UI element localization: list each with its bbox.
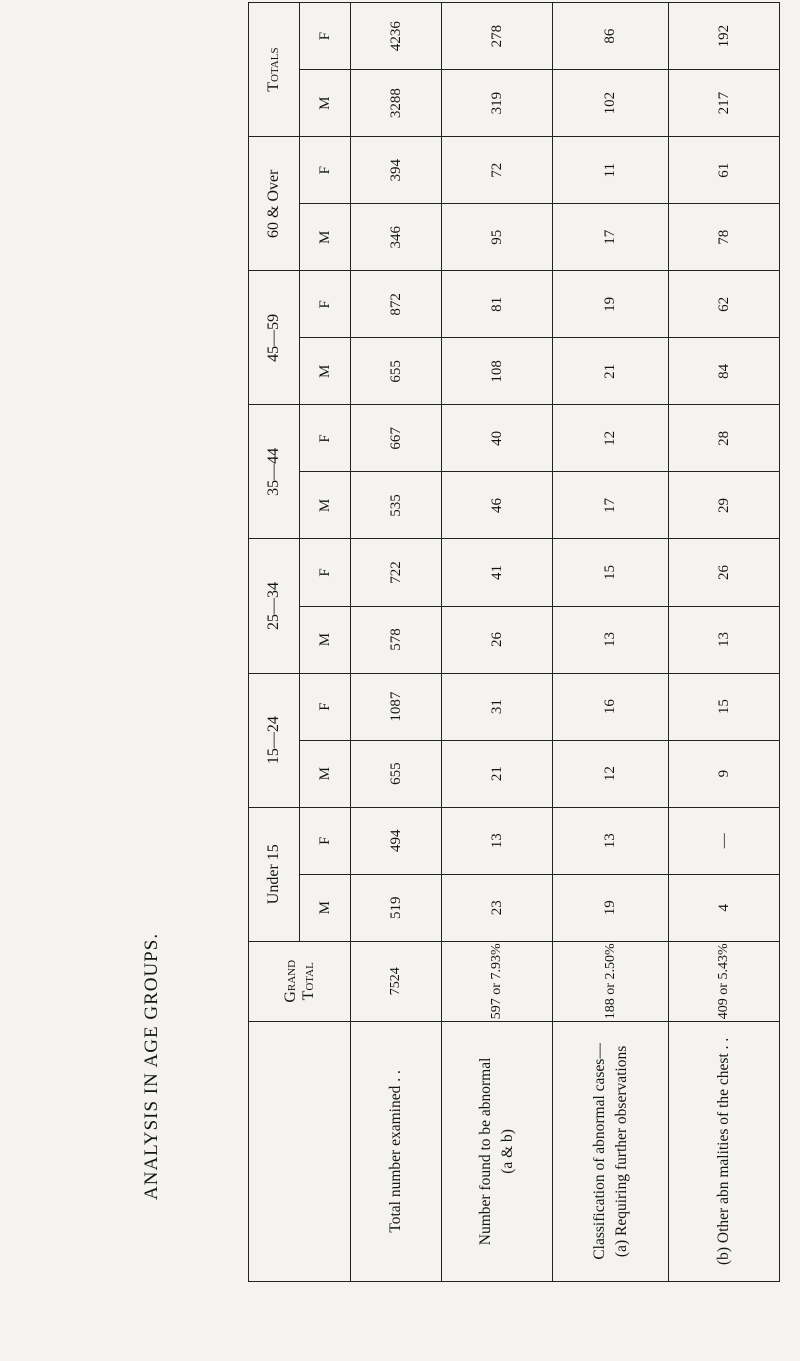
table-cell: 13	[442, 807, 553, 874]
table-row	[351, 3, 442, 1282]
table-cell: 217	[669, 70, 780, 137]
age-group-header: 15—24	[249, 673, 300, 807]
sex-header-m: M	[300, 606, 351, 673]
table-cell: 12	[553, 740, 669, 807]
table-cell: 15	[669, 673, 780, 740]
table-row	[442, 3, 553, 1282]
sex-header-f: F	[300, 673, 351, 740]
table-cell: 578	[351, 606, 442, 673]
row-label	[442, 1021, 553, 1281]
age-group-header: 60 & Over	[249, 137, 300, 271]
table-row	[669, 3, 780, 1282]
age-group-header: 35—44	[249, 405, 300, 539]
table-cell: 31	[442, 673, 553, 740]
table-cell: 41	[442, 539, 553, 606]
table-cell: 192	[669, 3, 780, 70]
row-label-header	[249, 1021, 351, 1281]
table-cell: 11	[553, 137, 669, 204]
table-cell: 655	[351, 338, 442, 405]
grand-total-header: Grand Total	[249, 941, 351, 1021]
table-cell: 40	[442, 405, 553, 472]
sex-header-m: M	[300, 338, 351, 405]
table-cell: 26	[669, 539, 780, 606]
sex-header-m: M	[300, 70, 351, 137]
table-cell: 394	[351, 137, 442, 204]
table-cell: 722	[351, 539, 442, 606]
table-cell: 72	[442, 137, 553, 204]
table-cell: 13	[669, 606, 780, 673]
row-label-main: Number found to be abnormal	[477, 1057, 494, 1246]
age-group-header: Under 15	[249, 807, 300, 941]
table-cell: 26	[442, 606, 553, 673]
table-cell: 102	[553, 70, 669, 137]
table-cell: 319	[442, 70, 553, 137]
grand-total-cell: 188 or 2.50%	[553, 941, 669, 1021]
table-cell: 17	[553, 472, 669, 539]
age-group-header: Totals	[249, 3, 300, 137]
table-cell: 3288	[351, 70, 442, 137]
table-cell: 61	[669, 137, 780, 204]
sex-header-m: M	[300, 204, 351, 271]
age-group-header: 45—59	[249, 271, 300, 405]
table-cell: 21	[553, 338, 669, 405]
row-label	[669, 1021, 780, 1281]
sex-header-f: F	[300, 271, 351, 338]
table-row	[553, 3, 669, 1282]
age-group-header: 25—34	[249, 539, 300, 673]
table-cell: 95	[442, 204, 553, 271]
row-label	[553, 1021, 669, 1281]
table-cell: 1087	[351, 673, 442, 740]
table-cell: 9	[669, 740, 780, 807]
table-cell: 108	[442, 338, 553, 405]
table-cell: 19	[553, 271, 669, 338]
sex-header-m: M	[300, 740, 351, 807]
table-cell: 4236	[351, 3, 442, 70]
row-label	[351, 1021, 442, 1281]
table-cell: 4	[669, 874, 780, 941]
sex-header-f: F	[300, 3, 351, 70]
grand-total-cell: 7524	[351, 941, 442, 1021]
table-cell: 19	[553, 874, 669, 941]
table-cell: 13	[553, 606, 669, 673]
table-cell: 278	[442, 3, 553, 70]
row-label-dots: . .	[387, 1070, 404, 1082]
table-cell: 23	[442, 874, 553, 941]
table-cell: 15	[553, 539, 669, 606]
page-title: ANALYSIS IN AGE GROUPS.	[141, 932, 162, 1200]
table-cell: 655	[351, 740, 442, 807]
table-cell: 28	[669, 405, 780, 472]
table-cell: 519	[351, 874, 442, 941]
table-cell: 667	[351, 405, 442, 472]
row-label-main: Classification of abnormal cases—	[590, 1043, 608, 1260]
table-cell: 46	[442, 472, 553, 539]
table-cell: 13	[553, 807, 669, 874]
table-cell: —	[669, 807, 780, 874]
table-cell: 346	[351, 204, 442, 271]
table-cell: 21	[442, 740, 553, 807]
age-analysis-table-frame	[248, 2, 778, 1282]
row-label-main: Total number examined	[387, 1085, 404, 1233]
table-cell: 872	[351, 271, 442, 338]
table-cell: 81	[442, 271, 553, 338]
table-cell: 16	[553, 673, 669, 740]
sex-header-f: F	[300, 807, 351, 874]
row-label-sub: (a & b)	[499, 1129, 516, 1174]
grand-total-cell: 597 or 7.93%	[442, 941, 553, 1021]
sex-header-f: F	[300, 405, 351, 472]
sex-header-f: F	[300, 539, 351, 606]
row-label-sub: (a) Requiring further observations	[612, 1045, 630, 1258]
sex-header-f: F	[300, 137, 351, 204]
table-cell: 17	[553, 204, 669, 271]
table-cell: 12	[553, 405, 669, 472]
table-cell: 535	[351, 472, 442, 539]
table-cell: 62	[669, 271, 780, 338]
grand-total-cell: 409 or 5.43%	[669, 941, 780, 1021]
sex-header-m: M	[300, 472, 351, 539]
table-cell: 78	[669, 204, 780, 271]
table-cell: 86	[553, 3, 669, 70]
age-analysis-table	[248, 2, 780, 1282]
table-cell: 29	[669, 472, 780, 539]
row-label-main: (b) Other abn malities of the chest	[715, 1053, 732, 1266]
table-cell: 494	[351, 807, 442, 874]
row-label-dots: . .	[715, 1037, 732, 1050]
table-cell: 84	[669, 338, 780, 405]
sex-header-m: M	[300, 874, 351, 941]
